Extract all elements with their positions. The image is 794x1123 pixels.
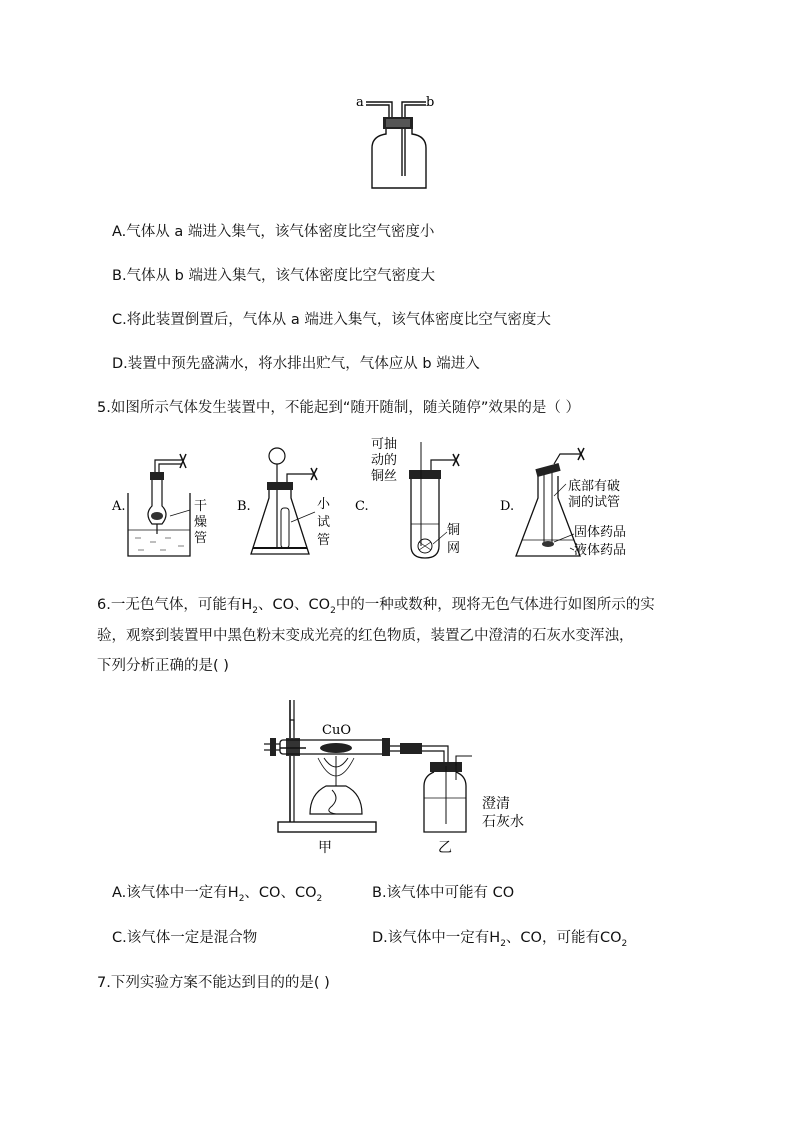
label: D. — [500, 499, 515, 514]
note-line: 干 — [194, 499, 208, 514]
q5-apparatus-d — [498, 438, 688, 563]
q6-apparatus — [260, 694, 540, 859]
label: B. — [237, 499, 251, 514]
gas-bottle-figure — [350, 90, 450, 195]
q4-option-d: D.装置中预先盛满水，将水排出贮气，气体应从 b 端进入 — [112, 356, 480, 372]
note-line: 铜 — [447, 523, 461, 538]
note-line: 底部有破 — [568, 479, 621, 494]
q4-option-c: C.将此装置倒置后，气体从 a 端进入集气，该气体密度比空气密度大 — [112, 312, 551, 328]
q6-stem-line-3: 下列分析正确的是( ) — [97, 658, 229, 674]
q4-option-b: B.气体从 b 端进入集气，该气体密度比空气密度大 — [112, 268, 435, 284]
q6-stem-line-2: 验，观察到装置甲中黑色粉末变成光亮的红色物质，装置乙中澄清的石灰水变浑浊， — [97, 628, 634, 644]
note-line: 燥 — [194, 515, 208, 530]
cuo-label: CuO — [322, 723, 351, 738]
note-line: 试 — [317, 515, 331, 530]
note-line: 洞的试管 — [568, 495, 621, 510]
limewater-label: 石灰水 — [482, 814, 524, 830]
note-line: 网 — [447, 541, 461, 556]
q5-apparatus-b — [235, 438, 345, 563]
q6-option-c: C.该气体一定是混合物 — [112, 930, 258, 946]
q4-option-a: A.气体从 a 端进入集气，该气体密度比空气密度小 — [112, 224, 435, 240]
note-line: 管 — [317, 533, 331, 548]
limewater-label: 澄清 — [482, 796, 510, 812]
note-line: 小 — [317, 497, 331, 512]
q7-stem: 7.下列实验方案不能达到目的的是( ) — [97, 975, 330, 991]
q5-apparatus-c — [355, 434, 485, 564]
q6-stem-line-1: 6.一无色气体，可能有$H_2$、CO、$CO_2$中的一种或数种，现将无色气体进行如图所示的实 — [97, 597, 655, 616]
label-a: a — [356, 95, 364, 110]
label: C. — [355, 499, 369, 514]
note-line: 铜丝 — [371, 469, 398, 484]
label: A. — [112, 499, 126, 514]
q6-option-d: D.该气体中一定有$H_2$、CO，可能有$CO_2$ — [372, 930, 628, 949]
q5-apparatus-a — [110, 438, 220, 563]
label-yi: 乙 — [438, 840, 452, 856]
q6-option-b: B.该气体中可能有 CO — [372, 885, 515, 901]
q5-stem: 5.如图所示气体发生装置中，不能起到“随开随制，随关随停”效果的是（ ） — [97, 400, 580, 416]
note-line: 固体药品 — [574, 525, 627, 540]
label-b: b — [426, 95, 435, 110]
note-line: 管 — [194, 531, 208, 546]
note-line: 动的 — [371, 453, 398, 468]
note-line: 液体药品 — [574, 543, 627, 558]
note-line: 可抽 — [371, 437, 398, 452]
q6-option-a: A.该气体中一定有$H_2$、CO、$CO_2$ — [112, 885, 323, 904]
label-jia: 甲 — [318, 840, 332, 856]
